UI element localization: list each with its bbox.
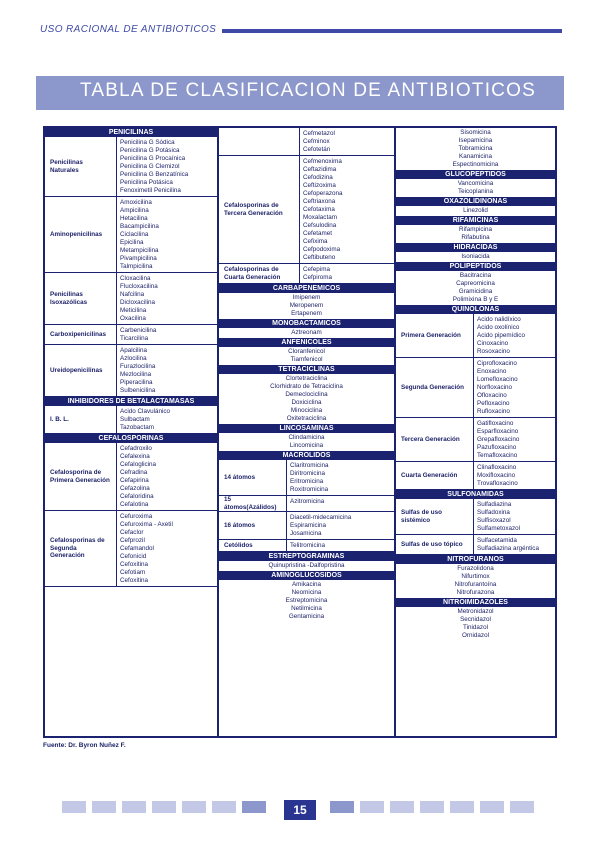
drug-list (219, 347, 394, 365)
drug-name: Penicilina Potásica (120, 179, 173, 186)
group-header: CARBAPENEMICOS (219, 284, 394, 293)
drug-name: Ceftizoxima (303, 182, 336, 189)
page-title: TABLA DE CLASIFICACION DE ANTIBIOTICOS (36, 76, 564, 110)
group-header: NITROFURANOS (396, 555, 555, 564)
subgroup-drugs (117, 511, 217, 586)
subgroup-drugs (287, 496, 394, 511)
subgroup-label: Cefalosporinas de Cuarta Generación (219, 264, 300, 283)
drug-name: Sulbactam (120, 416, 150, 423)
drug-name: Pazufloxacino (477, 444, 517, 451)
subgroup-label: Ureidopenicilinas (45, 345, 117, 396)
drug-name: Cefepima (303, 266, 330, 273)
drug-name: Rifampicina (459, 226, 492, 233)
drug-name: Temafloxacino (477, 452, 518, 459)
drug-name: Cefetamet (303, 230, 333, 237)
subgroup-row (45, 273, 217, 325)
subgroup-row (45, 325, 217, 345)
drug-name: Cefotiam (120, 569, 146, 576)
drug-name: Mezlocilina (120, 371, 152, 378)
group-header: OXAZOLIDINONAS (396, 197, 555, 206)
drug-name: Cefadroxilo (120, 445, 152, 452)
drug-name: Meticilina (120, 307, 147, 314)
subgroup-drugs (117, 197, 217, 272)
drug-name: Cefodizina (303, 174, 333, 181)
drug-name: Minociclina (290, 407, 323, 414)
drug-name: Eritromicina (290, 478, 324, 485)
drug-name: Secnidazol (460, 616, 491, 623)
footer-square (152, 801, 176, 813)
drug-name: Norfloxacino (477, 384, 512, 391)
subgroup-label: Cetólidos (219, 540, 287, 551)
drug-name: Vancomicina (457, 180, 494, 187)
footer-square (390, 801, 414, 813)
subgroup-row (396, 462, 555, 490)
group-header: MACROLIDOS (219, 451, 394, 460)
table-column-2 (217, 128, 394, 736)
drug-name: Estreptomicina (285, 597, 328, 604)
drug-name: Ornidazol (462, 632, 489, 639)
subgroup-label: Tercera Generación (396, 418, 474, 461)
drug-name: Meropenem (289, 302, 324, 309)
subgroup-drugs (300, 264, 394, 283)
drug-name: Kanamicina (459, 153, 492, 160)
drug-name: Sulfacetamida (477, 537, 517, 544)
drug-name: Fenoximetil Penicilina (120, 187, 181, 194)
group-header: NITROIMIDAZOLES (396, 598, 555, 607)
table-column-3 (394, 128, 555, 736)
drug-name: Cefsulodina (303, 222, 337, 229)
drug-name: Sulfisoxazol (477, 517, 511, 524)
drug-name: Clorhidrato de Tetraciclina (270, 383, 343, 390)
drug-name: Penicilina G Clemizol (120, 163, 180, 170)
drug-name: Ceftazidima (303, 166, 337, 173)
footer-square (450, 801, 474, 813)
drug-name: Neomicina (291, 589, 322, 596)
drug-name: Talmpicilina (120, 263, 153, 270)
footer-square (182, 801, 206, 813)
drug-name: Tazobactam (120, 424, 154, 431)
drug-list (396, 128, 555, 170)
footer-square (92, 801, 116, 813)
footer-square (510, 801, 534, 813)
subgroup-row (45, 511, 217, 587)
drug-name: Nifurtimox (461, 573, 490, 580)
drug-name: Tobramicina (458, 145, 493, 152)
drug-name: Bacampicilina (120, 223, 159, 230)
subgroup-drugs (474, 314, 555, 357)
drug-name: Isepamicina (458, 137, 493, 144)
subgroup-row (396, 418, 555, 462)
footer-square (420, 801, 444, 813)
drug-name: Linezolid (463, 207, 488, 214)
running-header: USO RACIONAL DE ANTIBIOTICOS (40, 24, 217, 35)
subgroup-label: Cefalosporinas de Tercera Generación (219, 156, 300, 263)
drug-name: Moxalactam (303, 214, 337, 221)
drug-name: Sisomicina (460, 129, 491, 136)
subgroup-drugs (287, 540, 394, 551)
subgroup-label: I. B. L. (45, 406, 117, 433)
drug-name: Cefotaxima (303, 206, 335, 213)
drug-list (219, 328, 394, 338)
drug-name: Cefotetán (303, 146, 331, 153)
drug-name: Furazolidona (457, 565, 494, 572)
subgroup-row (219, 540, 394, 552)
drug-name: Apalcilina (120, 347, 147, 354)
drug-name: Clortetraciclina (285, 375, 328, 382)
group-header: CEFALOSPORINAS (45, 434, 217, 443)
drug-name: Clinafloxacino (477, 464, 517, 471)
subgroup-label: Cuarta Generación (396, 462, 474, 489)
drug-name: Enoxacino (477, 368, 507, 375)
group-header: GLUCOPEPTIDOS (396, 170, 555, 179)
drug-name: Cefoxitina (120, 577, 149, 584)
drug-name: Cefprozil (120, 537, 145, 544)
drug-name: Espectinomicina (452, 161, 499, 168)
drug-list (396, 271, 555, 305)
subgroup-drugs (117, 273, 217, 324)
drug-name: Piperacilina (120, 379, 153, 386)
group-header: AMINOGLUCOSIDOS (219, 571, 394, 580)
drug-name: Sulfadiazina (477, 501, 512, 508)
drug-list (396, 252, 555, 262)
subgroup-drugs (474, 418, 555, 461)
subgroup-row (219, 128, 394, 156)
drug-name: Quinupristina -Dalfopristina (268, 562, 345, 569)
subgroup-drugs (287, 460, 394, 495)
table-column-1 (45, 128, 217, 736)
drug-name: Sulbenicilina (120, 387, 156, 394)
drug-name: Dicloxacilina (120, 299, 155, 306)
footer-square (360, 801, 384, 813)
group-header: SULFONAMIDAS (396, 490, 555, 499)
drug-name: Amoxicilina (120, 199, 152, 206)
drug-name: Nitrofurazona (456, 589, 495, 596)
drug-name: Sulfadiazina argéntica (477, 545, 539, 552)
subgroup-label: 14 átomos (219, 460, 287, 495)
subgroup-label: Penicilinas Naturales (45, 137, 117, 196)
group-header: LINCOSAMINAS (219, 424, 394, 433)
drug-name: Flucloxacilina (120, 283, 158, 290)
drug-name: Penicilina G Benzatínica (120, 171, 189, 178)
group-header: MONOBACTAMICOS (219, 319, 394, 328)
drug-name: Cinoxacino (477, 340, 509, 347)
drug-list (396, 179, 555, 197)
subgroup-drugs (474, 535, 555, 554)
drug-name: Cefoperazona (303, 190, 343, 197)
drug-name: Carbenicilina (120, 327, 157, 334)
drug-list (396, 206, 555, 216)
subgroup-label: Sulfas de uso tópico (396, 535, 474, 554)
drug-name: Cefaloglicina (120, 461, 157, 468)
subgroup-row (219, 512, 394, 540)
drug-name: Rufloxacino (477, 408, 510, 415)
drug-name: Penicilina G Potásica (120, 147, 180, 154)
drug-list (219, 293, 394, 319)
subgroup-label: Sulfas de uso sistémico (396, 499, 474, 534)
subgroup-row (219, 156, 394, 264)
drug-name: Cefuroxima - Axetil (120, 521, 173, 528)
drug-name: Ofloxacino (477, 392, 507, 399)
drug-name: Cefazolina (120, 485, 150, 492)
drug-name: Metampicilina (120, 247, 159, 254)
group-header: POLIPEPTIDOS (396, 262, 555, 271)
subgroup-label: Cefalosporinas de Segunda Generación (45, 511, 117, 586)
drug-name: Capreomicina (456, 280, 495, 287)
drug-name: Oxitetraciclina (286, 415, 327, 422)
subgroup-label: 16 átomos (219, 512, 287, 539)
drug-list (396, 564, 555, 598)
drug-name: Nitrofurantoína (454, 581, 497, 588)
drug-name: Azitromicina (290, 498, 325, 505)
subgroup-row (45, 345, 217, 397)
drug-name: Epicilina (120, 239, 144, 246)
subgroup-drugs (474, 462, 555, 489)
drug-name: Cefalotina (120, 501, 149, 508)
drug-name: Diacetil-midecamicina (290, 514, 352, 521)
drug-name: Cefonicid (120, 553, 147, 560)
drug-name: Amikacina (291, 581, 322, 588)
drug-name: Teicoplanina (457, 188, 493, 195)
drug-name: Josamicina (290, 530, 322, 537)
drug-name: Cefmenoxima (303, 158, 342, 165)
drug-name: Ertapenem (291, 310, 322, 317)
drug-name: Ampicilina (120, 207, 149, 214)
drug-list (396, 607, 555, 641)
drug-list (219, 374, 394, 424)
subgroup-label: Segunda Generación (396, 358, 474, 417)
drug-name: Ciclacilina (120, 231, 149, 238)
drug-name: Lincomicina (289, 442, 324, 449)
footer-square (212, 801, 236, 813)
drug-name: Acido oxolínico (477, 324, 520, 331)
footer-square (122, 801, 146, 813)
drug-name: Isoniacida (461, 253, 490, 260)
drug-name: Clindamicina (288, 434, 325, 441)
drug-name: Lomefloxacino (477, 376, 518, 383)
drug-name: Aztreonam (291, 329, 322, 336)
drug-name: Ceftriaxona (303, 198, 336, 205)
footer-square (62, 801, 86, 813)
group-header: HIDRACIDAS (396, 243, 555, 252)
drug-name: Furazlocilina (120, 363, 156, 370)
footer-square (480, 801, 504, 813)
drug-name: Cefradina (120, 469, 148, 476)
subgroup-drugs (117, 406, 217, 433)
drug-name: Claritromicina (290, 462, 329, 469)
subgroup-label: Penicilinas Isoxazólicas (45, 273, 117, 324)
subgroup-drugs (300, 128, 394, 155)
drug-name: Cloxacilina (120, 275, 151, 282)
drug-list (396, 225, 555, 243)
drug-name: Tiamfenicol (290, 356, 323, 363)
header-rule (222, 29, 562, 33)
subgroup-drugs (117, 325, 217, 344)
drug-name: Cefaclor (120, 529, 144, 536)
drug-name: Rifabutina (461, 234, 490, 241)
subgroup-drugs (474, 499, 555, 534)
drug-name: Oxacilina (120, 315, 146, 322)
drug-name: Nafcilina (120, 291, 145, 298)
drug-name: Cefpiroma (303, 274, 333, 281)
footer-square (242, 801, 266, 813)
drug-name: Cefoxitina (120, 561, 149, 568)
subgroup-label: Carboxipenicilinas (45, 325, 117, 344)
drug-name: Acido nalidíxico (477, 316, 521, 323)
drug-name: Esparfloxacino (477, 428, 519, 435)
drug-name: Ceftibuteno (303, 254, 336, 261)
group-header: QUINOLONAS (396, 305, 555, 314)
drug-name: Cefalexina (120, 453, 150, 460)
drug-name: Cefaloridina (120, 493, 154, 500)
drug-name: Cefminox (303, 138, 330, 145)
subgroup-drugs (117, 345, 217, 396)
drug-name: Penicilina G Sódica (120, 139, 175, 146)
subgroup-row (219, 264, 394, 284)
drug-name: Pefloxacino (477, 400, 510, 407)
subgroup-drugs (287, 512, 394, 539)
drug-name: Acido Clavulánico (120, 408, 171, 415)
subgroup-row (45, 197, 217, 273)
drug-name: Pivampicilina (120, 255, 157, 262)
drug-list (219, 580, 394, 622)
drug-name: Diritromicina (290, 470, 325, 477)
group-header: RIFAMICINAS (396, 216, 555, 225)
subgroup-row (219, 496, 394, 512)
subgroup-label: Primera Generación (396, 314, 474, 357)
subgroup-drugs (300, 156, 394, 263)
drug-name: Grepafloxacino (477, 436, 520, 443)
drug-name: Cefapirina (120, 477, 149, 484)
drug-name: Cefmetazol (303, 130, 335, 137)
drug-name: Polimixina B y E (452, 296, 499, 303)
group-header: TETRACICLINAS (219, 365, 394, 374)
subgroup-row (396, 535, 555, 555)
drug-name: Cefpodoxima (303, 246, 341, 253)
drug-name: Gramicidina (458, 288, 493, 295)
subgroup-drugs (474, 358, 555, 417)
group-header: PENICILINAS (45, 128, 217, 137)
subgroup-label: Aminopenicilinas (45, 197, 117, 272)
source-note: Fuente: Dr. Byron Nuñez F. (43, 742, 126, 749)
drug-name: Ciprofloxacino (477, 360, 517, 367)
subgroup-row (219, 460, 394, 496)
drug-name: Bacitracina (459, 272, 492, 279)
drug-name: Espiramicina (290, 522, 327, 529)
subgroup-label: 15 átomos(Azálidos) (219, 496, 287, 511)
subgroup-row (45, 406, 217, 434)
drug-name: Doxiciclina (291, 399, 322, 406)
subgroup-row (396, 499, 555, 535)
group-header: INHIBIDORES DE BETALACTAMASAS (45, 397, 217, 406)
drug-name: Netilmicina (291, 605, 322, 612)
drug-name: Moxifloxacino (477, 472, 516, 479)
drug-name: Tinidazol (463, 624, 488, 631)
subgroup-row (45, 137, 217, 197)
drug-list (219, 433, 394, 451)
drug-name: Penicilina G Procaínica (120, 155, 186, 162)
drug-name: Telitromicina (290, 542, 325, 549)
footer-square (330, 801, 354, 813)
drug-name: Roxitromicina (290, 486, 329, 493)
drug-name: Sulfadoxina (477, 509, 510, 516)
drug-name: Cefamandol (120, 545, 154, 552)
drug-name: Demeclociclina (285, 391, 328, 398)
drug-name: Cefuroxima (120, 513, 153, 520)
drug-name: Rosoxacino (477, 348, 510, 355)
drug-name: Imipenem (292, 294, 321, 301)
drug-name: Trovafloxacino (477, 480, 518, 487)
subgroup-row (45, 443, 217, 511)
classification-table (43, 126, 557, 738)
drug-name: Sulfametoxazol (477, 525, 521, 532)
subgroup-row (396, 314, 555, 358)
subgroup-label (219, 128, 300, 155)
subgroup-drugs (117, 137, 217, 196)
drug-name: Metronidazol (457, 608, 494, 615)
drug-name: Azlocilina (120, 355, 147, 362)
page-number: 15 (284, 800, 316, 820)
drug-name: Ticarcilina (120, 335, 149, 342)
drug-name: Cefixima (303, 238, 328, 245)
drug-name: Gentamicina (288, 613, 325, 620)
subgroup-label: Cefalosporina de Primera Generación (45, 443, 117, 510)
subgroup-drugs (117, 443, 217, 510)
drug-name: Gatifloxacino (477, 420, 514, 427)
drug-name: Acido pipemídico (477, 332, 525, 339)
group-header: ANFENICOLES (219, 338, 394, 347)
drug-name: Cloranfenicol (288, 348, 325, 355)
drug-name: Hetacilina (120, 215, 148, 222)
drug-list (219, 561, 394, 571)
subgroup-row (396, 358, 555, 418)
group-header: ESTREPTOGRAMINAS (219, 552, 394, 561)
